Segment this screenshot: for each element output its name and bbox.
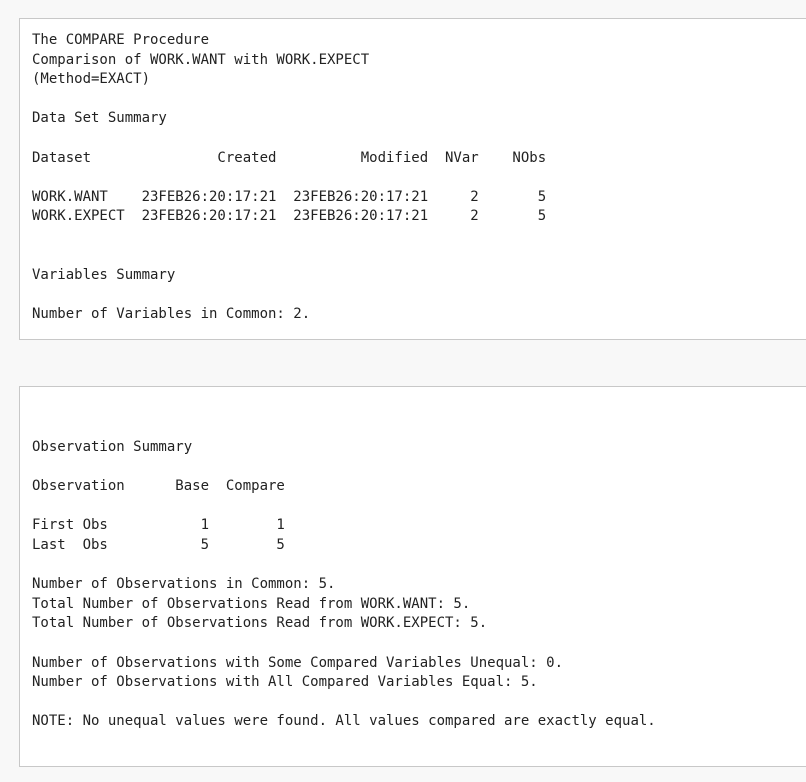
line: (Method=EXACT)	[32, 71, 151, 88]
line: Number of Observations with All Compared Variables Equal: 5.	[32, 674, 538, 691]
line: Number of Observations in Common: 5.	[32, 576, 336, 593]
note-text: NOTE: No unequal values were found. All values compared are exactly equal.	[32, 713, 656, 730]
section-title: Observation Summary	[32, 439, 193, 455]
table-row: WORK.EXPECT 23FEB26:20:17:21 23FEB26:20:17:21 2 5	[32, 208, 547, 225]
line: The COMPARE Procedure	[32, 32, 210, 48]
line: Number of Observations with Some Compared Variables Unequal: 0.	[32, 654, 564, 671]
line: Comparison of WORK.WANT with WORK.EXPECT	[32, 51, 370, 68]
line: Total Number of Observations Read from WORK.EXPECT: 5.	[32, 615, 488, 632]
output-panel-observation-summary	[19, 386, 806, 767]
compare-output-text	[32, 438, 656, 732]
table-row: Last Obs 5 5	[32, 536, 285, 553]
table-header: Dataset Created Modified NVar NObs	[32, 149, 547, 166]
section-title: Data Set Summary	[32, 110, 167, 127]
table-row: WORK.WANT 23FEB26:20:17:21 23FEB26:20:17:21 2 5	[32, 188, 547, 205]
line: Number of Variables in Common: 2.	[32, 306, 311, 323]
table-row: First Obs 1 1	[32, 517, 285, 534]
compare-output-text	[32, 31, 546, 325]
section-title: Variables Summary	[32, 267, 176, 284]
line: Total Number of Observations Read from WORK.WANT: 5.	[32, 595, 471, 612]
table-header: Observation Base Compare	[32, 478, 285, 495]
output-panel-dataset-summary	[19, 18, 806, 340]
